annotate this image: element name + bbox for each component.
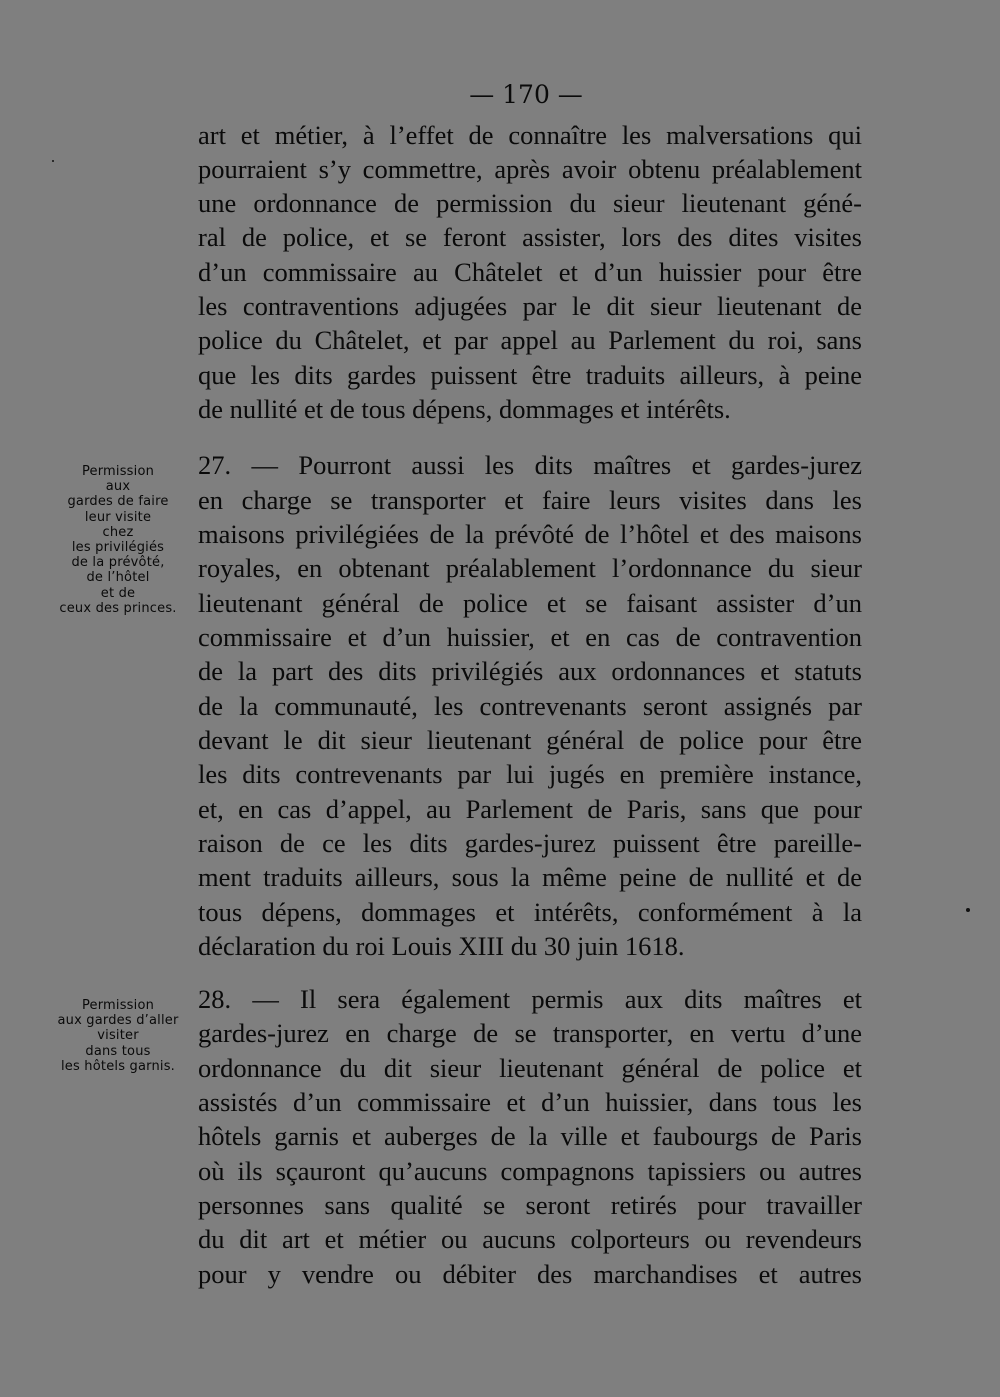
body-line: pour y vendre ou débiter des marchandises et autres — [198, 1259, 862, 1289]
body-line: ordonnance du dit sieur lieutenant général de police et — [198, 1053, 862, 1083]
body-line: de la communauté, les contrevenants seront assignés par — [198, 691, 862, 721]
article-28-first-line: 28. — Il sera également permis aux dits maîtres et — [198, 984, 862, 1014]
body-line: de nullité et de tous dépens, dommages et intérêts. — [198, 394, 731, 424]
margin-note-line: aux — [105, 479, 131, 495]
body-line: lieutenant général de police et se faisant assister d’un — [198, 588, 862, 618]
body-line: ral de police, et se feront assister, lors des dites visites — [198, 222, 862, 252]
page-number: — 170 — — [469, 80, 583, 109]
body-line: commissaire et d’un huissier, et en cas de contravention — [198, 622, 862, 652]
body-line: que les dits gardes puissent être traduits ailleurs, à peine — [198, 360, 862, 390]
body-line: gardes-jurez en charge de se transporter, en vertu d’une — [198, 1018, 862, 1048]
body-line: devant le dit sieur lieutenant général de police pour être — [198, 725, 862, 755]
margin-note-line: aux gardes d’aller — [57, 1013, 179, 1029]
margin-note-line: ceux des princes. — [59, 600, 177, 616]
margin-note-line: les privilégiés — [71, 540, 165, 556]
body-line: et, en cas d’appel, au Parlement de Paris, sans que pour — [198, 794, 862, 824]
body-line: où ils sçauront qu’aucuns compagnons tapissiers ou autres — [198, 1156, 862, 1186]
margin-note-line: chez — [102, 524, 134, 540]
margin-note-article-28 — [48, 998, 188, 1074]
margin-note-line: leur visite — [84, 509, 152, 525]
margin-note-line: dans tous — [85, 1043, 151, 1059]
ink-speck — [52, 160, 54, 162]
body-line: les contraventions adjugées par le dit sieur lieutenant de — [198, 291, 862, 321]
body-line: en charge se transporter et faire leurs visites dans les — [198, 485, 862, 515]
margin-note-line: et de — [100, 585, 136, 601]
ink-speck — [966, 908, 970, 912]
body-line: ment traduits ailleurs, sous la même peine de nullité et de — [198, 862, 862, 892]
margin-note-line: Permission — [81, 998, 155, 1013]
margin-note-article-27 — [48, 464, 188, 616]
body-line: police du Châtelet, et par appel au Parlement du roi, sans — [198, 325, 862, 355]
article-27-first-line: 27. — Pourront aussi les dits maîtres et gardes-jurez — [198, 450, 862, 480]
body-line: du dit art et métier ou aucuns colporteurs ou revendeurs — [198, 1224, 862, 1254]
body-line: de la part des dits privilégiés aux ordonnances et statuts — [198, 656, 862, 686]
body-line: pourraient s’y commettre, après avoir obtenu préalablement — [198, 154, 862, 184]
body-line: d’un commissaire au Châtelet et d’un huissier pour être — [198, 257, 862, 287]
body-line: raison de ce les dits gardes-jurez puissent être pareille- — [198, 828, 862, 858]
body-line: une ordonnance de permission du sieur lieutenant géné- — [198, 188, 862, 218]
body-line: royales, en obtenant préalablement l’ordonnance du sieur — [198, 553, 862, 583]
body-line: personnes sans qualité se seront retirés pour travailler — [198, 1190, 862, 1220]
body-line: tous dépens, dommages et intérêts, conformément à la — [198, 897, 862, 927]
margin-note-line: Permission — [81, 464, 155, 479]
body-line: les dits contrevenants par lui jugés en première instance, — [198, 759, 862, 789]
body-line: maisons privilégiées de la prévôté de l’hôtel et des maisons — [198, 519, 862, 549]
margin-note-line: de l’hôtel — [86, 570, 150, 586]
body-line: déclaration du roi Louis XIII du 30 juin 1618. — [198, 931, 685, 961]
body-line: hôtels garnis et auberges de la ville et faubourgs de Paris — [198, 1121, 862, 1151]
margin-note-line: les hôtels garnis. — [60, 1058, 175, 1074]
margin-note-line: visiter — [97, 1028, 139, 1044]
margin-note-line: de la prévôté, — [71, 555, 165, 571]
body-line: assistés d’un commissaire et d’un huissier, dans tous les — [198, 1087, 862, 1117]
margin-note-line: gardes de faire — [67, 494, 169, 510]
body-line: art et métier, à l’effet de connaître les malversations qui — [198, 120, 862, 150]
